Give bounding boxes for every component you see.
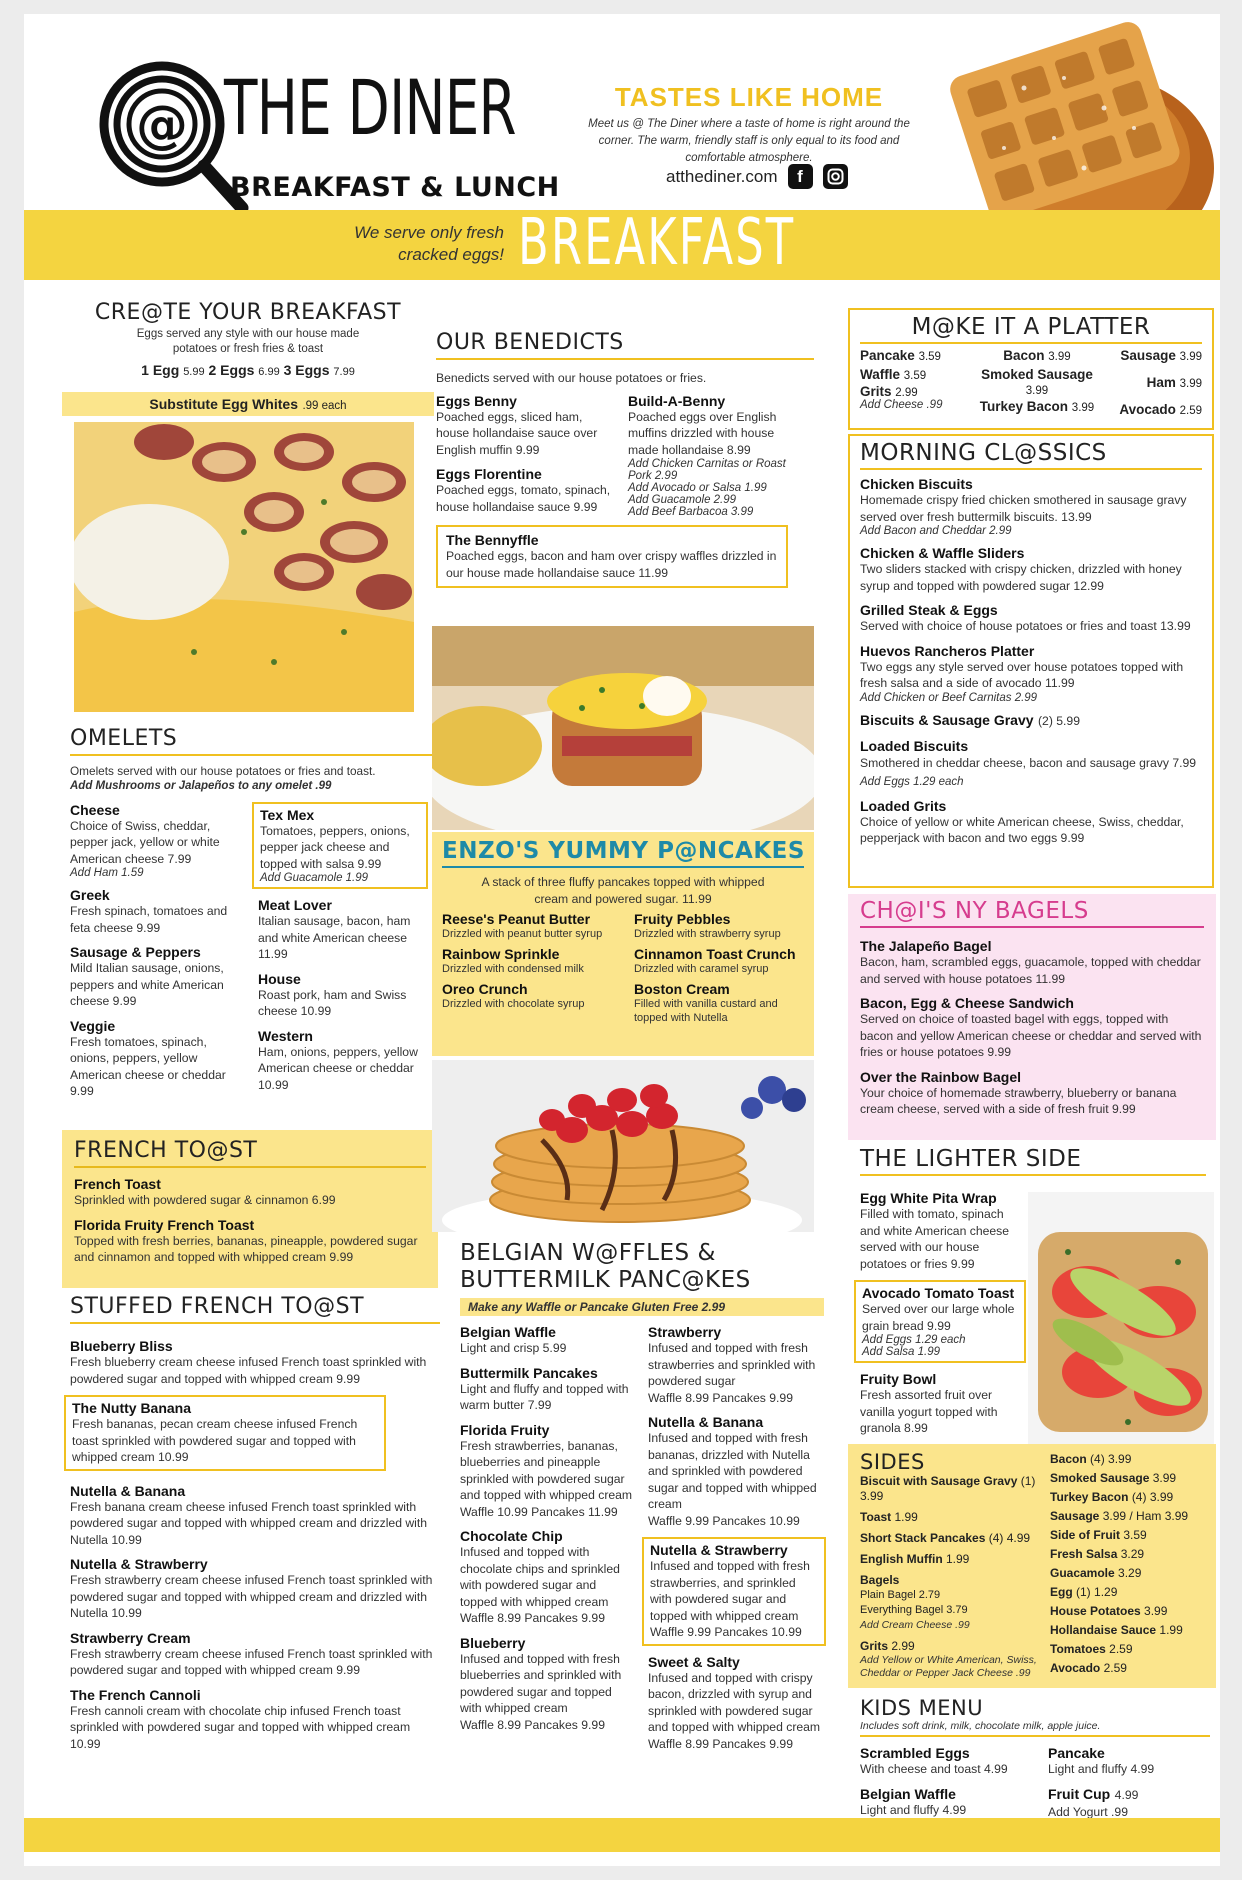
platter-section (848, 308, 1214, 430)
omelets-add-note: Add Mushrooms or Jalapeños to any omelet .99 (70, 779, 332, 792)
sides-title: SIDES (860, 1450, 925, 1474)
tagline-title: TASTES LIKE HOME (614, 82, 884, 112)
belgian-right-column (642, 1324, 826, 1760)
menu-item: Nutella & Banana Fresh banana cream cheese infused French toast sprinkled with powdered sugar and topped with whipped cream and drizzled with Nutella 10.99 (70, 1482, 428, 1547)
menu-item: Egg White Pita Wrap Filled with tomato, spinach and white American cheese served with our house potatoes or fries 9.99 (860, 1190, 1010, 1271)
tex-mex-box: Tex Mex Tomatoes, peppers, onions, pepper jack cheese and topped with salsa 9.99 Add Guacamole 1.99 (252, 802, 428, 890)
fresh-eggs-note: We serve only fresh cracked eggs! (354, 223, 504, 264)
bagels-section (848, 894, 1216, 1140)
menu-item: Strawberry Infused and topped with fresh strawberries and sprinkled with powdered sugar Waffle 8.99 Pancakes 9.99 (648, 1324, 816, 1405)
pancake-item: Reese's Peanut Butter Drizzled with peanut butter syrup (442, 911, 603, 940)
kids-item: Fruit Cup 4.99 Add Yogurt .99 (1048, 1785, 1139, 1819)
menu-item: Chicken Biscuits Homemade crispy fried chicken smothered in sausage gravy served over fresh buttermilk biscuits. 13.99 Add Bacon and Cheddar 2.99 (860, 476, 1187, 537)
egg-name: 3 Eggs (283, 362, 330, 378)
menu-item: Chicken & Waffle Sliders Two sliders stacked with crispy chicken, drizzled with honey syrup and topped with powdered sugar 12.99 (860, 545, 1182, 593)
belgian-title-line1: BELGIAN W@FFLES & (460, 1240, 716, 1266)
website-row (666, 164, 848, 189)
kids-note: Includes soft drink, milk, chocolate milk, apple juice. (860, 1720, 1210, 1737)
belgian-left-column (460, 1324, 636, 1741)
pancake-item: Rainbow Sprinkle Drizzled with condensed milk (442, 946, 584, 975)
egg-whites-bar (62, 392, 434, 416)
platter-col-3: Sausage 3.99 Ham 3.99 Avocado 2.59 (1119, 348, 1202, 417)
menu-item: Loaded Biscuits Smothered in cheddar cheese, bacon and sausage gravy 7.99 Add Eggs 1.29 each (860, 737, 1197, 788)
egg-price: 6.99 (258, 366, 280, 378)
kids-item: Scrambled Eggs With cheese and toast 4.99 (860, 1745, 1008, 1776)
menu-item: Veggie Fresh tomatoes, spinach, onions, peppers, yellow American cheese or cheddar 9.99 (70, 1017, 226, 1098)
menu-item: Huevos Rancheros Platter Two eggs any style served over house potatoes topped with fresh salsa and a side of avocado 11.99 Add Chicken or Beef Carnitas 2.99 (860, 642, 1184, 704)
menu-item: Fruity Bowl Fresh assorted fruit over vanilla yogurt topped with granola 8.99 (860, 1371, 998, 1435)
egg-price: 7.99 (333, 366, 355, 378)
pancakes-section (432, 832, 814, 1056)
pancake-item: Fruity Pebbles Drizzled with strawberry syrup (634, 911, 781, 940)
stuffed-french-toast-section (70, 1294, 440, 1760)
instagram-icon[interactable] (823, 164, 848, 189)
sides-left: SIDES Biscuit with Sausage Gravy (1) 3.99 Toast 1.99 Short Stack Pancakes (4) 4.99 English Muffin 1.99 Bagels Plain Bagel 2.79 Everything Bagel 3.79 Add Cream Cheese .99 Grits 2.99 Add Yellow or White American, Swiss, Cheddar or Pepper Jack Cheese .99 (860, 1450, 1040, 1680)
kids-item: Pancake Light and fluffy 4.99 (1048, 1745, 1155, 1776)
build-a-benny: Build-A-Benny Poached eggs over English muffins drizzled with house made hollandaise 8.99 Add Chicken Carnitas or Roast Pork 2.99 Add Avocado or Salsa 1.99 Add Guacamole 2.99 Add Beef Barbacoa 3.99 (628, 392, 786, 518)
menu-item: Eggs Benny Poached eggs, sliced ham, house hollandaise sauce over English muffin 9.99 (436, 392, 598, 457)
stuffed-title: STUFFED FRENCH TO@ST (70, 1294, 440, 1324)
omelets-intro: Omelets served with our house potatoes or fries and toast. (70, 764, 376, 778)
menu-item: The French Cannoli Fresh cannoli cream with chocolate chip infused French toast sprinkled with powdered sugar and topped with whipped cream 10.99 (70, 1686, 411, 1751)
pancake-item: Oreo Crunch Drizzled with chocolate syrup (442, 981, 585, 1010)
avocado-toast-photo (1028, 1192, 1214, 1444)
tagline (584, 82, 914, 167)
nutella-strawberry-box: Nutella & Strawberry Infused and topped with fresh strawberries, and sprinkled with powdered sugar and topped with whipped cream Waffle 9.99 Pancakes 10.99 (642, 1537, 826, 1646)
kids-menu-section (860, 1696, 1210, 1820)
website-link[interactable]: atthediner.com (666, 166, 778, 186)
menu-item: Grilled Steak & Eggs Served with choice of house potatoes or fries and toast 13.99 (860, 602, 1191, 633)
create-breakfast-section (62, 300, 434, 416)
menu-item: Bacon, Egg & Cheese Sandwich Served on choice of toasted bagel with eggs, topped with bacon and yellow American cheese or cheddar and served with fries or house potatoes 9.99 (860, 995, 1202, 1059)
egg-prices (62, 362, 434, 378)
menu-item: Florida Fruity Fresh strawberries, bananas, blueberries and pineapple sprinkled with powdered sugar and topped with whipped cream Waffle 10.99 Pancakes 11.99 (460, 1421, 633, 1519)
platter-col-2: Bacon 3.99 Smoked Sausage 3.99 Turkey Bacon 3.99 (979, 348, 1095, 414)
logo-subtitle: BREAKFAST & LUNCH (230, 172, 560, 203)
menu-item: House Roast pork, ham and Swiss cheese 10.99 (258, 970, 407, 1018)
egg-price: 5.99 (183, 366, 205, 378)
menu-item: The Jalapeño Bagel Bacon, ham, scrambled eggs, guacamole, topped with cheddar and served with house potatoes 11.99 (860, 938, 1201, 986)
benedicts-title: OUR BENEDICTS (436, 330, 814, 360)
morning-classics-section (848, 434, 1214, 888)
benedict-photo (432, 626, 814, 830)
lighter-side-section (860, 1146, 1206, 1176)
benedicts-section (436, 330, 814, 588)
menu-item: Cheese Choice of Swiss, cheddar, pepper jack, yellow or white American cheese 7.99 Add Ham 1.59 (70, 801, 220, 879)
egg-whites-price: .99 each (302, 400, 347, 412)
kids-title: KIDS MENU (860, 1696, 984, 1720)
menu-item: Eggs Florentine Poached eggs, tomato, spinach, house hollandaise sauce 9.99 (436, 466, 611, 514)
facebook-icon[interactable]: f (788, 164, 813, 189)
bennyffle-box: The Bennyffle Poached eggs, bacon and ham over crispy waffles drizzled in our house made hollandaise sauce 11.99 (436, 525, 788, 588)
tagline-text: Meet us @ The Diner where a taste of home is right around the corner. The warm, friendly staff is only equal to its food and comfortable atmosphere. (588, 118, 910, 164)
logo-title: THE DINER (224, 63, 516, 152)
menu-item: Western Ham, onions, peppers, yellow American cheese or cheddar 10.99 (258, 1027, 418, 1092)
sides-section (848, 1444, 1216, 1688)
platter-col-1: Pancake 3.59 Waffle 3.59 Grits 2.99 Add Cheese .99 (860, 348, 943, 411)
belgian-waffles-section (460, 1240, 830, 1294)
lighter-title: THE LIGHTER SIDE (860, 1146, 1206, 1176)
pancake-item: Boston Cream Filled with vanilla custard and topped with Nutella (634, 981, 778, 1024)
belgian-title-line2: BUTTERMILK PANC@KES (460, 1267, 751, 1293)
sides-right: Bacon (4) 3.99 Smoked Sausage 3.99 Turkey Bacon (4) 3.99 Sausage 3.99 / Ham 3.99 Side of Fruit 3.59 Fresh Salsa 3.29 Guacamole 3.29 Egg (1) 1.29 House Potatoes 3.99 Hollandaise Sauce 1.99 Tomatoes 2.59 Avocado 2.59 (1050, 1452, 1189, 1675)
menu-item: Blueberry Bliss Fresh blueberry cream cheese infused French toast sprinkled with powdered sugar and topped with whipped cream 9.99 (70, 1338, 427, 1386)
lighter-items (860, 1190, 1026, 1445)
omelets-section (70, 726, 442, 1108)
platter-title: M@KE IT A PLATTER (860, 314, 1202, 344)
footer-bar (24, 1818, 1220, 1852)
menu-item: Nutella & Strawberry Fresh strawberry cream cheese infused French toast sprinkled with powdered sugar and topped with whipped cream and drizzled with Nutella 10.99 (70, 1556, 433, 1620)
strawberry-pancakes-photo (432, 1060, 814, 1232)
menu-item: Strawberry Cream Fresh strawberry cream cheese infused French toast sprinkled with powdered sugar and topped with whipped cream 9.99 (70, 1629, 433, 1677)
menu-item: Greek Fresh spinach, tomatoes and feta cheese 9.99 (70, 887, 228, 935)
nutty-banana-box: The Nutty Banana Fresh bananas, pecan cream cheese infused French toast sprinkled with powdered sugar and topped with whipped cream 10.99 (64, 1395, 386, 1471)
omelets-title: OMELETS (70, 726, 442, 756)
avocado-toast-box: Avocado Tomato Toast Served over our large whole grain bread 9.99 Add Eggs 1.29 each Add Salsa 1.99 (854, 1280, 1026, 1363)
create-title: CRE@TE YOUR BREAKFAST (94, 300, 402, 325)
menu-item: Florida Fruity French Toast Topped with fresh berries, bananas, pineapple, powdered sugar and cinnamon and topped with whipped cream 9.99 (74, 1216, 418, 1264)
bagels-title: CH@I'S NY BAGELS (860, 898, 1204, 928)
menu-page (24, 14, 1220, 1866)
menu-item: Over the Rainbow Bagel Your choice of homemade strawberry, blueberry or banana cream cheese, served with a side of fresh fruit 9.99 (860, 1068, 1177, 1116)
menu-item: Belgian Waffle Light and crisp 5.99 (460, 1324, 567, 1355)
pancakes-title: ENZO'S YUMMY P@NCAKES (442, 838, 804, 868)
menu-item: Buttermilk Pancakes Light and fluffy and topped with warm butter 7.99 (460, 1364, 629, 1412)
menu-item: Biscuits & Sausage Gravy (2) 5.99 (860, 711, 1080, 728)
pancake-item: Cinnamon Toast Crunch Drizzled with caramel syrup (634, 946, 796, 975)
classics-title: MORNING CL@SSICS (860, 440, 1202, 470)
benedicts-intro: Benedicts served with our house potatoes or fries. (436, 371, 707, 385)
breakfast-banner (24, 206, 1220, 280)
french-toast-title: FRENCH TO@ST (74, 1138, 426, 1168)
menu-item: Meat Lover Italian sausage, bacon, ham and white American cheese 11.99 (258, 897, 411, 961)
svg-text:@: @ (136, 95, 188, 155)
menu-item: Sweet & Salty Infused and topped with crispy bacon, drizzled with syrup and sprinkled with powdered sugar and topped with whipped cream Waffle 8.99 Pancakes 9.99 (648, 1653, 821, 1751)
create-subtitle: Eggs served any style with our house made potatoes or fresh fries & toast (136, 328, 360, 355)
breakfast-heading: BREAKFAST (518, 206, 796, 280)
menu-item: Loaded Grits Choice of yellow or white American cheese, Swiss, cheddar, pepperjack with bacon and two eggs 9.99 (860, 797, 1184, 845)
egg-whites-name: Substitute Egg Whites (149, 396, 298, 412)
pancakes-intro: A stack of three fluffy pancakes topped with whipped cream and powered sugar. 11.99 (481, 875, 765, 906)
menu-item: Nutella & Banana Infused and topped with fresh bananas, drizzled with Nutella and sprinkled with powdered sugar and topped with whipped cream Waffle 9.99 Pancakes 10.99 (648, 1414, 817, 1528)
menu-item: French Toast Sprinkled with powdered sugar & cinnamon 6.99 (74, 1176, 336, 1207)
menu-item: Sausage & Peppers Mild Italian sausage, onions, peppers and white American cheese 9.99 (70, 944, 224, 1008)
kids-item: Belgian Waffle Light and fluffy 4.99 (860, 1785, 967, 1817)
menu-item: Chocolate Chip Infused and topped with chocolate chips and sprinkled with powdered sugar and topped with whipped cream Waffle 8.99 Pancakes 9.99 (460, 1528, 620, 1625)
french-toast-section (62, 1130, 438, 1288)
potatoes-omelet-photo (74, 422, 414, 712)
menu-item: Blueberry Infused and topped with fresh blueberries and sprinkled with powdered sugar and topped with whipped cream Waffle 8.99 Pancakes 9.99 (460, 1634, 622, 1732)
egg-name: 2 Eggs (208, 362, 255, 378)
egg-name: 1 Egg (141, 362, 180, 378)
gluten-free-bar: Make any Waffle or Pancake Gluten Free 2.99 (460, 1298, 824, 1316)
